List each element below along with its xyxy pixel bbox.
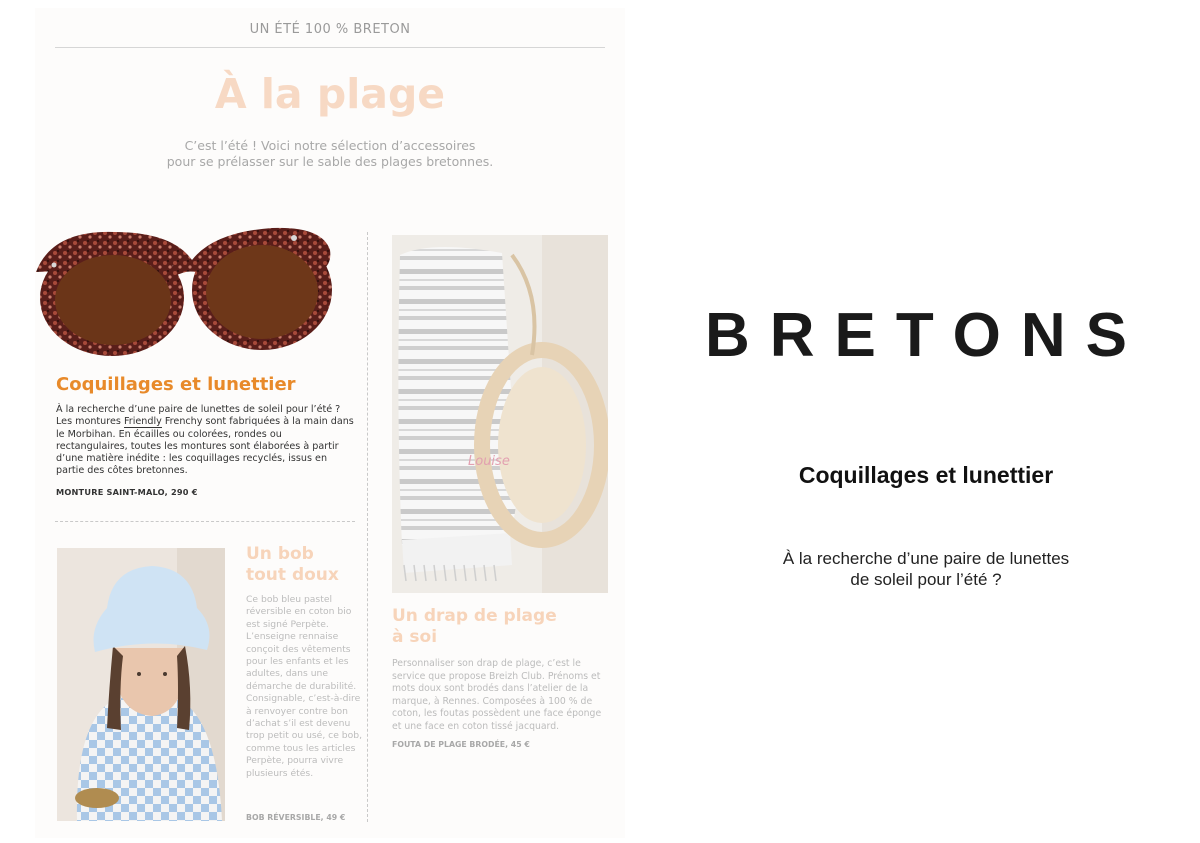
- bucket-hat-photo: [57, 548, 225, 821]
- feature-title: Coquillages et lunettier: [798, 462, 1054, 488]
- brand-mention: Friendly: [123, 416, 162, 428]
- intro-text: [120, 138, 540, 170]
- rubric-label: UN ÉTÉ 100 % BRETON: [249, 22, 411, 37]
- price-sunglasses: MONTURE SAINT-MALO, 290 €: [56, 487, 198, 497]
- article-title-beach-towel: [392, 606, 602, 648]
- price-bucket-hat: BOB RÉVERSIBLE, 49 €: [246, 813, 346, 822]
- body-text-cont: Frenchy sont fabriquées à la main dans le Morbihan. En écailles ou colorées, rondes ou rectangulaires, toutes les montures sont élaborées à partir d’une matière inédite : les coquillages recyclés, issus en partie des côtes bretonnes.: [56, 416, 354, 477]
- subtitle-line-1: À la recherche d’une paire de lunettes: [782, 549, 1070, 568]
- title-line-2: tout doux: [246, 565, 339, 585]
- rubric-divider: [55, 47, 605, 48]
- article-title-bucket-hat: [246, 544, 366, 586]
- embroidered-name: Louise: [468, 454, 510, 469]
- title-line-1: Un bob: [246, 544, 314, 564]
- intro-line-2: pour se prélasser sur le sable des plages bretonnes.: [166, 154, 494, 169]
- article-body-beach-towel: Personnaliser son drap de plage, c’est le service que propose Breizh Club. Prénoms et mots doux sont brodés dans l’atelier de la marque, à Rennes. Composées à 100 % de coton, les foutas possèdent une face éponge et une face en coton tissé jacquard.: [392, 658, 602, 732]
- price-beach-towel: FOUTA DE PLAGE BRODÉE, 45 €: [392, 740, 530, 749]
- section-divider: [55, 521, 355, 522]
- intro-line-1: C’est l’été ! Voici notre sélection d’accessoires: [184, 138, 476, 153]
- body-text: À la recherche d’une paire de lunettes de soleil pour l’été ? Les montures: [56, 404, 341, 428]
- title-line-1: Un drap de plage: [392, 606, 557, 626]
- article-title-sunglasses: Coquillages et lunettier: [56, 374, 296, 395]
- column-divider: [367, 232, 368, 822]
- article-body-bucket-hat: Ce bob bleu pastel réversible en coton bio est signé Perpète. L’enseigne rennaise conçoit des vêtements pour les enfants et les adultes, dans une démarche de durabilité. Consignable, c’est-à-dire à renvoyer contre bon d’achat s’il est devenu trop petit ou usé, ce bob, comme tous les articles Perpète, pourra vivre plusieurs étés.: [246, 594, 363, 779]
- brand-logo: BRETONS: [705, 301, 1148, 370]
- page-headline: À la plage: [214, 70, 446, 118]
- subtitle-line-2: de soleil pour l’été ?: [850, 570, 1002, 589]
- article-body-sunglasses: [56, 404, 356, 478]
- beach-towel-photo: [392, 235, 608, 593]
- sunglasses-image: [32, 220, 337, 360]
- feature-subtitle: [700, 548, 1152, 590]
- title-line-2: à soi: [392, 627, 438, 647]
